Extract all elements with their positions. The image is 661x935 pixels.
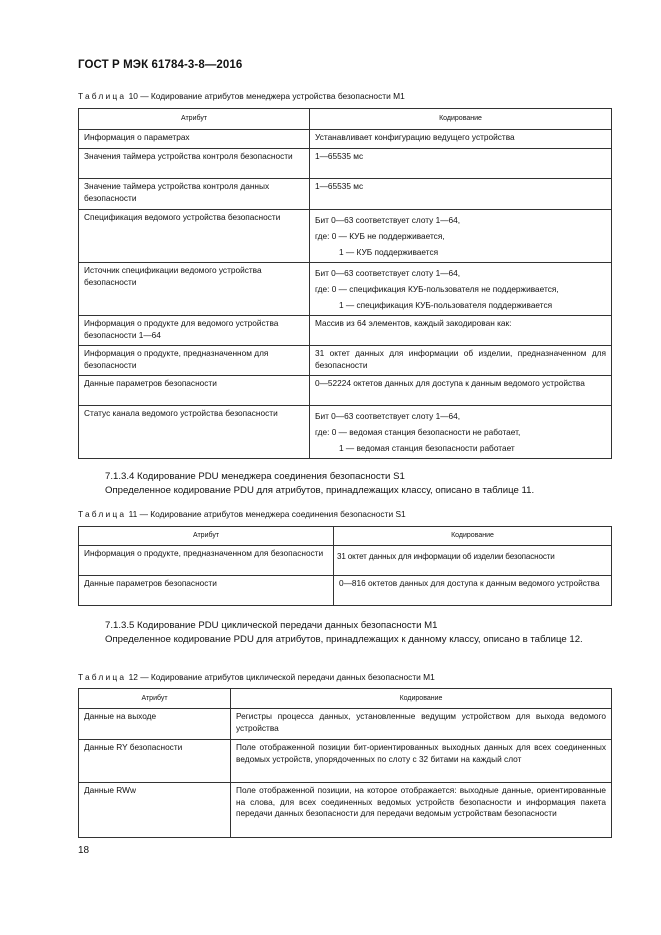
- attribute-cell: Значения таймера устройства контроля безопасности: [79, 149, 310, 179]
- coding-line: Массив из 64 элементов, каждый закодирован как:: [315, 318, 512, 328]
- coding-line: 1 — спецификация КУБ-пользователя поддерживается: [339, 300, 553, 310]
- coding-cell: [310, 316, 612, 346]
- column-header-coding: Кодирование: [334, 527, 612, 546]
- caption-text: 12 — Кодирование атрибутов циклической передачи данных безопасности М1: [126, 672, 435, 682]
- column-header-attribute: Атрибут: [79, 689, 231, 709]
- coding-cell: 31 октет данных для информации об изделии, предназначенном для безопасности: [310, 346, 612, 376]
- table-row: [79, 576, 612, 606]
- attribute-cell: Значение таймера устройства контроля данных безопасности: [79, 179, 310, 210]
- table-word: Таблица: [78, 91, 127, 101]
- attribute-cell: Информация о параметрах: [79, 130, 310, 149]
- coding-line: Устанавливает конфигурацию ведущего устройства: [315, 132, 515, 142]
- section-7134-heading: 7.1.3.4 Кодирование PDU менеджера соединения безопасности S1: [105, 471, 405, 482]
- coding-cell: [310, 210, 612, 263]
- table-11: [78, 526, 612, 606]
- table-row: [79, 179, 612, 210]
- table-row: [79, 346, 612, 376]
- section-7135-text: Определенное кодирование PDU для атрибутов, принадлежащих к данному классу, описано в таблице 12.: [105, 634, 583, 645]
- attribute-cell: Данные параметров безопасности: [79, 576, 334, 606]
- table-12-caption: [78, 672, 435, 682]
- attribute-cell: Информация о продукте, предназначенном для безопасности: [79, 546, 334, 576]
- table-row: [79, 130, 612, 149]
- coding-cell: [310, 130, 612, 149]
- table-10: [78, 108, 612, 459]
- table-word: Таблица: [78, 672, 127, 682]
- coding-cell: [310, 263, 612, 316]
- column-header-coding: Кодирование: [231, 689, 612, 709]
- table-row: [79, 210, 612, 263]
- column-header-coding: Кодирование: [310, 109, 612, 130]
- page-number: 18: [78, 845, 90, 856]
- coding-cell: Регистры процесса данных, установленные ведущим устройством для выхода ведомого устройства: [231, 709, 612, 740]
- caption-text: 11 — Кодирование атрибутов менеджера соединения безопасности S1: [126, 509, 406, 519]
- attribute-cell: Статус канала ведомого устройства безопасности: [79, 406, 310, 459]
- coding-line: 1 — КУБ поддерживается: [339, 247, 439, 257]
- table-row: [79, 376, 612, 406]
- coding-line: Бит 0—63 соответствует слоту 1—64,: [315, 411, 461, 421]
- table-row: [79, 740, 612, 783]
- attribute-cell: Спецификация ведомого устройства безопасности: [79, 210, 310, 263]
- coding-line: Бит 0—63 соответствует слоту 1—64,: [315, 215, 461, 225]
- coding-line: где: 0 — КУБ не поддерживается,: [315, 231, 445, 241]
- coding-cell: [310, 149, 612, 179]
- table-12: [78, 688, 612, 838]
- coding-cell: Поле отображенной позиции бит-ориентированных выходных данных для всех соединенных ведомых устройств, упорядоченных по слоту с 32 битами на каждый слот: [231, 740, 612, 783]
- table-row: [79, 149, 612, 179]
- attribute-cell: Информация о продукте для ведомого устройства безопасности 1—64: [79, 316, 310, 346]
- attribute-cell: Информация о продукте, предназначенном для безопасности: [79, 346, 310, 376]
- table-row: [79, 783, 612, 838]
- attribute-cell: Данные RY безопасности: [79, 740, 231, 783]
- section-7134-text: Определенное кодирование PDU для атрибутов, принадлежащих классу, описано в таблице 11.: [105, 485, 535, 496]
- coding-cell: Поле отображенной позиции, на которое отображается: выходные данные, ориентированные на слова, для всех соединенных ведомых устройств безопасности и информация пакета передачи данных безопасности для передачи ведомым устройствам безопасности: [231, 783, 612, 838]
- table-row: [79, 546, 612, 576]
- table-row: [79, 263, 612, 316]
- coding-line: Бит 0—63 соответствует слоту 1—64,: [315, 268, 461, 278]
- section-7135-heading: 7.1.3.5 Кодирование PDU циклической передачи данных безопасности М1: [105, 620, 438, 631]
- column-header-attribute: Атрибут: [79, 527, 334, 546]
- attribute-cell: Данные параметров безопасности: [79, 376, 310, 406]
- coding-cell: 0—816 октетов данных для доступа к данным ведомого устройства: [334, 576, 612, 606]
- table-row: [79, 406, 612, 459]
- coding-cell: 0—52224 октетов данных для доступа к данным ведомого устройства: [310, 376, 612, 406]
- column-header-attribute: Атрибут: [79, 109, 310, 130]
- table-row: [79, 709, 612, 740]
- attribute-cell: Данные на выходе: [79, 709, 231, 740]
- table-row: [79, 316, 612, 346]
- coding-cell: 31 октет данных для информации об изделии безопасности: [334, 546, 612, 576]
- coding-line: 1—65535 мс: [315, 181, 364, 191]
- coding-cell: [310, 406, 612, 459]
- attribute-cell: Данные RWw: [79, 783, 231, 838]
- coding-line: где: 0 — спецификация КУБ-пользователя не поддерживается,: [315, 284, 559, 294]
- table-11-caption: [78, 509, 406, 519]
- table-word: Таблица: [78, 509, 127, 519]
- table-10-caption: [78, 91, 405, 101]
- attribute-cell: Источник спецификации ведомого устройства безопасности: [79, 263, 310, 316]
- coding-line: 1—65535 мс: [315, 151, 364, 161]
- coding-line: где: 0 — ведомая станция безопасности не работает,: [315, 427, 521, 437]
- coding-cell: [310, 179, 612, 210]
- caption-text: 10 — Кодирование атрибутов менеджера устройства безопасности М1: [126, 91, 405, 101]
- document-header: ГОСТ Р МЭК 61784-3-8—2016: [78, 59, 243, 71]
- coding-line: 1 — ведомая станция безопасности работает: [339, 443, 515, 453]
